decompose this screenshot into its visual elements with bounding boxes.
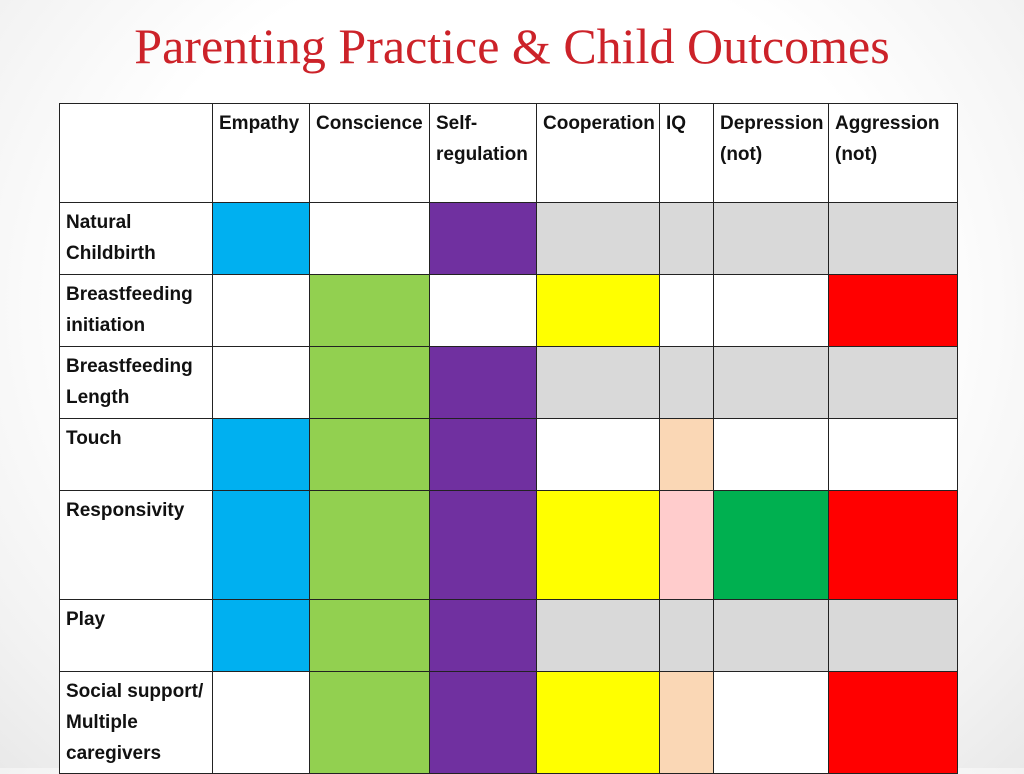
row-label: Responsivity bbox=[60, 491, 213, 600]
corner-cell bbox=[60, 104, 213, 203]
table-row bbox=[60, 600, 958, 672]
color-cell bbox=[660, 275, 714, 347]
color-cell bbox=[430, 491, 537, 600]
color-cell bbox=[714, 203, 829, 275]
row-label: Play bbox=[60, 600, 213, 672]
table-row bbox=[60, 419, 958, 491]
color-cell bbox=[537, 203, 660, 275]
color-cell bbox=[213, 203, 310, 275]
color-cell bbox=[660, 600, 714, 672]
slide-title: Parenting Practice & Child Outcomes bbox=[134, 18, 890, 74]
color-cell bbox=[829, 491, 958, 600]
color-cell bbox=[714, 672, 829, 774]
header-row bbox=[60, 104, 958, 203]
row-label: Social support/ Multiple caregivers bbox=[60, 672, 213, 774]
color-cell bbox=[660, 491, 714, 600]
color-cell bbox=[660, 347, 714, 419]
color-cell bbox=[430, 672, 537, 774]
color-cell bbox=[213, 275, 310, 347]
color-cell bbox=[310, 203, 430, 275]
color-cell bbox=[660, 203, 714, 275]
column-header: Depression (not) bbox=[714, 104, 829, 203]
color-cell bbox=[829, 672, 958, 774]
color-cell bbox=[829, 347, 958, 419]
color-cell bbox=[829, 203, 958, 275]
color-cell bbox=[430, 275, 537, 347]
table-row bbox=[60, 203, 958, 275]
color-cell bbox=[430, 347, 537, 419]
color-cell bbox=[714, 347, 829, 419]
column-header: Self-regulation bbox=[430, 104, 537, 203]
color-cell bbox=[310, 600, 430, 672]
color-cell bbox=[310, 491, 430, 600]
color-cell bbox=[430, 600, 537, 672]
color-cell bbox=[430, 203, 537, 275]
color-cell bbox=[310, 672, 430, 774]
color-cell bbox=[714, 491, 829, 600]
color-cell bbox=[537, 672, 660, 774]
color-cell bbox=[310, 347, 430, 419]
row-label: Natural Childbirth bbox=[60, 203, 213, 275]
column-header: Cooperation bbox=[537, 104, 660, 203]
color-cell bbox=[829, 419, 958, 491]
outcomes-table bbox=[59, 103, 958, 774]
table-row bbox=[60, 672, 958, 774]
color-cell bbox=[310, 419, 430, 491]
color-cell bbox=[213, 672, 310, 774]
color-cell bbox=[714, 600, 829, 672]
color-cell bbox=[537, 419, 660, 491]
color-cell bbox=[660, 419, 714, 491]
column-header: Aggression (not) bbox=[829, 104, 958, 203]
color-cell bbox=[537, 347, 660, 419]
color-cell bbox=[660, 672, 714, 774]
color-cell bbox=[537, 275, 660, 347]
color-cell bbox=[537, 600, 660, 672]
row-label: Touch bbox=[60, 419, 213, 491]
color-cell bbox=[213, 419, 310, 491]
color-cell bbox=[213, 600, 310, 672]
color-cell bbox=[829, 275, 958, 347]
row-label: Breastfeeding Length bbox=[60, 347, 213, 419]
color-cell bbox=[829, 600, 958, 672]
color-cell bbox=[213, 491, 310, 600]
color-cell bbox=[537, 491, 660, 600]
color-cell bbox=[213, 347, 310, 419]
color-cell bbox=[714, 275, 829, 347]
table-row bbox=[60, 275, 958, 347]
table-row bbox=[60, 491, 958, 600]
column-header: IQ bbox=[660, 104, 714, 203]
table-row bbox=[60, 347, 958, 419]
row-label: Breastfeeding initiation bbox=[60, 275, 213, 347]
column-header: Empathy bbox=[213, 104, 310, 203]
color-cell bbox=[430, 419, 537, 491]
column-header: Conscience bbox=[310, 104, 430, 203]
color-cell bbox=[310, 275, 430, 347]
color-cell bbox=[714, 419, 829, 491]
